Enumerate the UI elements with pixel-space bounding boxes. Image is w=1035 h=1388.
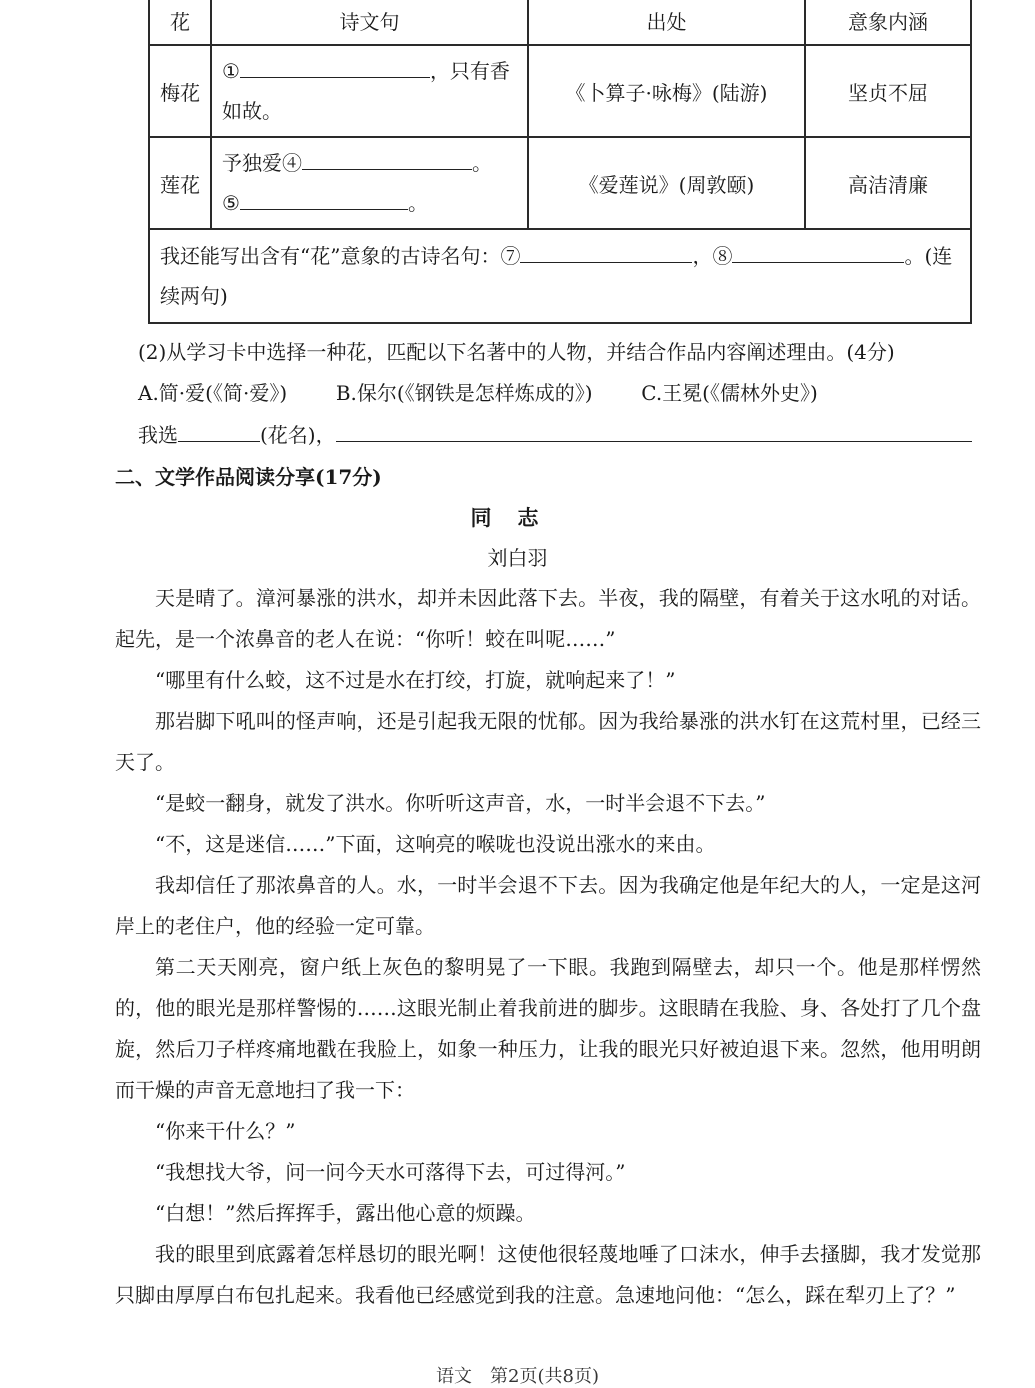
table-row-lotus	[149, 137, 971, 229]
answer-prefix: 我选	[138, 423, 178, 447]
section-2-heading: 二、文学作品阅读分享(17分)	[115, 465, 382, 489]
question-2-prompt: (2)从学习卡中选择一种花，匹配以下名著中的人物，并结合作品内容阐述理由。(4分)	[138, 340, 895, 364]
page-footer: 语文 第2页(共8页)	[436, 1366, 599, 1387]
paragraph: “不，这是迷信……”下面，这响亮的喉咙也没说出涨水的来由。	[155, 832, 716, 856]
paragraph: “白想！”然后挥挥手，露出他心意的烦躁。	[155, 1201, 536, 1225]
header-meaning: 意象内涵	[805, 0, 971, 45]
extra-poem-cell	[149, 229, 971, 323]
paragraph: “我想找大爷，问一问今天水可落得下去，可过得河。”	[155, 1160, 626, 1184]
table-row-plum	[149, 45, 971, 137]
question-2-options	[138, 377, 818, 406]
option-b: B.保尔(《钢铁是怎样炼成的》)	[335, 381, 593, 405]
article-title: 同志	[470, 505, 565, 530]
option-a: A.简·爱(《简·爱》)	[138, 381, 288, 405]
extra-prefix: 我还能写出含有“花”意象的古诗名句：⑦	[160, 244, 521, 268]
paragraph: 第二天天刚亮，窗户纸上灰色的黎明晃了一下眼。我跑到隔壁去，却只一个。他是那样愣然的，他的眼光是那样警惕的……这眼光制止着我前进的脚步。这眼睛在我脸、身、各处打了几个盘旋，然后刀子样疼痛地戳在我脸上，如象一种压力，让我的眼光只好被迫退下来。忽然，他用明朗而干燥的声音无意地扫了我一下：	[115, 955, 981, 1102]
paragraph: 我的眼里到底露着怎样恳切的眼光啊！这使他很轻蔑地唾了口沫水，伸手去搔脚，我才发觉那只脚由厚厚白布包扎起来。我看他已经感觉到我的注意。急速地问他：“怎么，踩在犁刃上了？”	[115, 1242, 981, 1307]
article-body	[115, 578, 981, 1316]
flower-choice-blank[interactable]	[178, 419, 260, 442]
meaning-lotus: 高洁清廉	[805, 137, 971, 229]
study-card-table	[148, 0, 972, 324]
answer-mid: (花名)，	[260, 423, 336, 447]
article-author: 刘白羽	[487, 546, 548, 570]
answer-blank-7[interactable]	[520, 242, 692, 263]
paragraph: “你来干什么？”	[155, 1119, 296, 1143]
table-extra-row	[149, 229, 971, 323]
source-lotus: 《爱莲说》(周敦颐)	[528, 137, 805, 229]
blank-label-5: ⑤	[222, 191, 240, 215]
poem-plum-tail: ，只有香如故。	[222, 59, 510, 123]
paragraph: 我却信任了那浓鼻音的人。水，一时半会退不下去。因为我确定他是年纪大的人，一定是这河岸上的老住户，他的经验一定可靠。	[115, 873, 981, 938]
extra-mid: ，⑧	[692, 244, 733, 268]
question-2-answer	[138, 419, 972, 448]
punct-5: 。	[407, 191, 428, 215]
paragraph: 那岩脚下吼叫的怪声响，还是引起我无限的忧郁。因为我给暴涨的洪水钉在这荒村里，已经三天了。	[115, 709, 981, 774]
table-header-row	[149, 0, 971, 45]
header-flower: 花	[149, 0, 211, 45]
option-c: C.王冕(《儒林外史》)	[641, 381, 818, 405]
blank-label-4: 予独爱④	[222, 151, 302, 175]
flower-lotus: 莲花	[149, 137, 211, 229]
header-source: 出处	[528, 0, 805, 45]
blank-label-1: ①	[222, 59, 240, 83]
poem-plum	[211, 45, 528, 137]
punct-4: 。	[472, 151, 492, 175]
poem-lotus	[211, 137, 528, 229]
reason-blank[interactable]	[336, 419, 972, 442]
extra-suffix: 。(连续两句)	[160, 244, 953, 308]
meaning-plum: 坚贞不屈	[805, 45, 971, 137]
source-plum: 《卜算子·咏梅》(陆游)	[528, 45, 805, 137]
paragraph: “是蛟一翻身，就发了洪水。你听听这声音，水，一时半会退不下去。”	[155, 791, 766, 815]
flower-plum: 梅花	[149, 45, 211, 137]
answer-blank-8[interactable]	[732, 242, 904, 263]
paragraph: 天是晴了。漳河暴涨的洪水，却并未因此落下去。半夜，我的隔壁，有着关于这水吼的对话。起先，是一个浓鼻音的老人在说：“你听！蛟在叫呢……”	[115, 586, 981, 651]
paragraph: “哪里有什么蛟，这不过是水在打绞，打旋，就响起来了！”	[155, 668, 676, 692]
answer-blank-1[interactable]	[240, 57, 430, 78]
answer-blank-5[interactable]	[240, 189, 408, 210]
header-poem: 诗文句	[211, 0, 528, 45]
answer-blank-4[interactable]	[302, 149, 472, 170]
